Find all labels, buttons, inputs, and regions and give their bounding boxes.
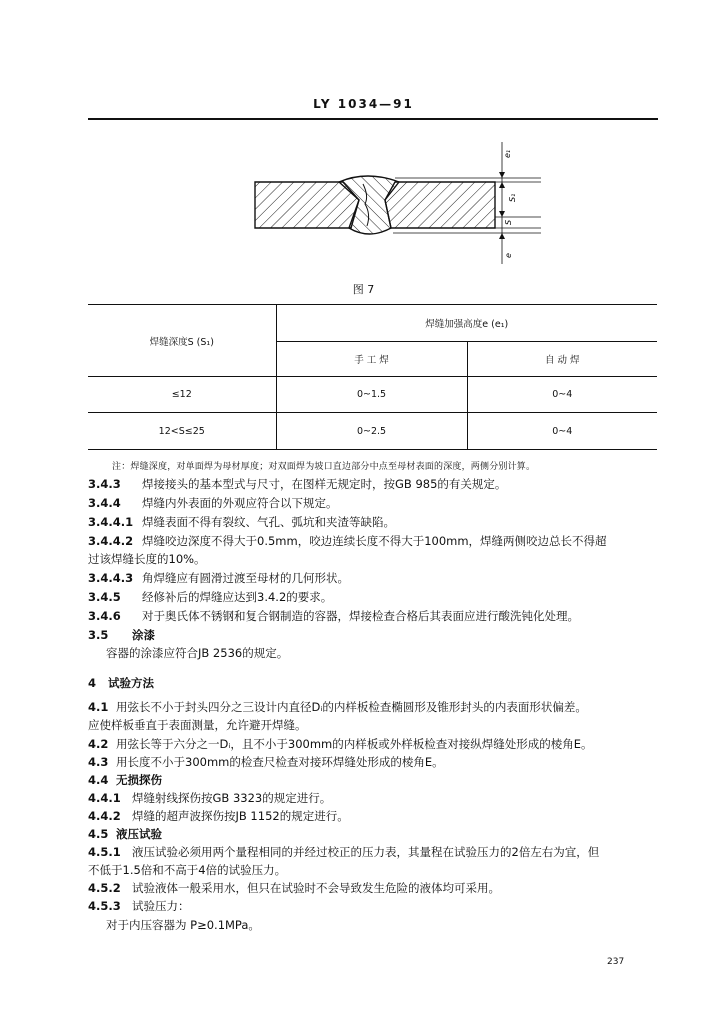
clause-3-4-3 [88,476,506,492]
table-cell-manual: 0~2.5 [276,413,467,450]
clause-number: 4 [88,676,97,690]
table-header-weld-depth: 焊缝深度S (S₁) [88,305,276,377]
clause-text: 容器的涂漆应符合JB 2536的规定。 [106,646,289,660]
clause-number: 4.5.1 [88,845,121,859]
clause-text: 应使样板垂直于表面测量，允许避开焊缝。 [88,718,307,732]
clause-text: 角焊缝应有圆滑过渡至母材的几何形状。 [142,571,349,585]
clause-continuation [106,645,288,661]
clause-number: 3.4.3 [88,477,121,491]
dim-label-s: S [504,219,513,225]
table-cell-depth: 12<S≤25 [88,413,276,450]
clause-text: 用长度不小于300mm的检查尺检查对接环焊缝处形成的棱角E。 [116,755,444,769]
clause-text: 用弦长等于六分之一Dᵢ，且不小于300mm的内样板或外样板检查对接纵焊缝处形成的棱角E。 [116,737,593,751]
clause-4-3 [88,754,444,770]
clause-number: 3.4.4.1 [88,515,134,529]
table-cell-manual: 0~1.5 [276,377,467,413]
clause-4-4-1 [88,790,331,806]
clause-number: 4.5.2 [88,881,121,895]
section-4-5-heading [88,826,162,842]
section-title: 试验方法 [108,676,154,690]
clause-3-4-4-2 [88,533,607,549]
clause-4-5-2 [88,880,500,896]
clause-text: 液压试验必须用两个量程相同的并经过校正的压力表，其量程在试验压力的2倍左右为宜，但 [132,845,600,859]
section-title: 涂漆 [132,628,155,642]
table-cell-auto: 0~4 [467,377,657,413]
clause-continuation [88,717,307,733]
clause-text: 试验液体一般采用水，但只在试验时不会导致发生危险的液体均可采用。 [132,881,500,895]
clause-number: 3.4.4.3 [88,571,134,585]
clause-4-2 [88,736,593,752]
clause-3-4-6 [88,608,579,624]
clause-text: 试验压力： [132,899,190,913]
clause-number: 4.4.2 [88,809,121,823]
weld-reinforcement-table [88,304,657,450]
clause-text: 焊缝射线探伤按GB 3323的规定进行。 [132,791,332,805]
clause-number: 3.4.4.2 [88,534,134,548]
table-row [88,377,657,413]
clause-text: 焊缝的超声波探伤按JB 1152的规定进行。 [132,809,349,823]
dim-label-e1: e₁ [503,149,512,158]
section-3-5-heading [88,627,155,643]
clause-number: 4.3 [88,755,109,769]
clause-number: 4.2 [88,737,109,751]
clause-3-4-4 [88,495,338,511]
clause-continuation [106,917,260,933]
dim-label-e: e [504,253,513,258]
clause-text: 对于内压容器为 P≥0.1MPa。 [106,918,260,932]
header-rule [88,118,658,120]
clause-number: 3.5 [88,628,109,642]
clause-4-5-3 [88,898,190,914]
clause-text: 对于奥氏体不锈钢和复合钢制造的容器，焊接检查合格后其表面应进行酸洗钝化处理。 [142,609,579,623]
clause-3-4-4-3 [88,570,349,586]
dim-label-s1: S₁ [508,193,517,202]
clause-text: 焊缝咬边深度不得大于0.5mm，咬边连续长度不得大于100mm，焊缝两侧咬边总长不得超 [142,534,607,548]
clause-text: 焊缝表面不得有裂纹、气孔、弧坑和夹渣等缺陷。 [142,515,395,529]
clause-number: 4.4 [88,773,109,787]
clause-number: 4.5 [88,827,109,841]
clause-4-4-2 [88,808,349,824]
clause-number: 3.4.5 [88,590,121,604]
section-4-4-heading [88,772,162,788]
clause-text: 过该焊缝长度的10%。 [88,552,206,566]
section-title: 无损探伤 [116,773,162,787]
clause-text: 焊接接头的基本型式与尺寸，在图样无规定时，按GB 985的有关规定。 [142,477,507,491]
figure-caption: 图 7 [352,283,375,296]
clause-text: 用弦长不小于封头四分之三设计内直径Dᵢ的内样板检查椭圆形及锥形封头的内表面形状偏差。 [116,700,587,714]
clause-number: 4.5.3 [88,899,121,913]
table-cell-auto: 0~4 [467,413,657,450]
clause-3-4-5 [88,589,332,605]
table-note: 注：焊缝深度，对单面焊为母材厚度；对双面焊为坡口直边部分中点至母材表面的深度，两侧分别计算。 [112,462,536,472]
clause-continuation [88,551,206,567]
table-cell-depth: ≤12 [88,377,276,413]
table-subheader-manual: 手 工 焊 [276,342,467,377]
clause-4-5-1 [88,844,599,860]
clause-text: 经修补后的焊缝应达到3.4.2的要求。 [142,590,333,604]
section-4-heading [88,675,154,691]
page-number: 237 [607,957,625,967]
table-subheader-automatic: 自 动 焊 [467,342,657,377]
clause-number: 3.4.6 [88,609,121,623]
page-header: LY 1034—91 [313,97,414,111]
clause-3-4-4-1 [88,514,395,530]
left-base-plate [255,182,359,228]
clause-4-1 [88,699,587,715]
section-title: 液压试验 [116,827,162,841]
weld-cross-section-figure [245,140,545,270]
clause-text: 不低于1.5倍和不高于4倍的试验压力。 [88,863,287,877]
table-row [88,413,657,450]
clause-text: 焊缝内外表面的外观应符合以下规定。 [142,496,338,510]
clause-number: 4.4.1 [88,791,121,805]
clause-number: 3.4.4 [88,496,121,510]
clause-number: 4.1 [88,700,109,714]
right-base-plate [385,182,495,228]
table-header-reinforcement-height: 焊缝加强高度e (e₁) [276,305,657,342]
clause-continuation [88,862,286,878]
